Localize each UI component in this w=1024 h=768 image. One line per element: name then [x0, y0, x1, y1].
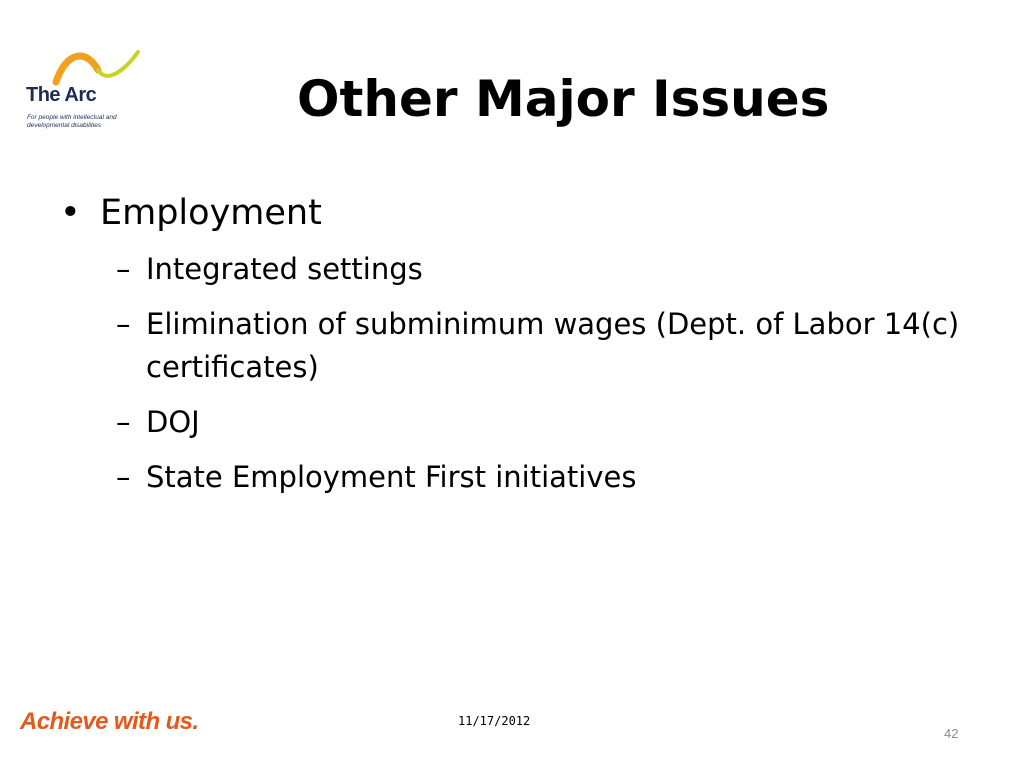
sub-bullet-text: DOJ — [146, 405, 200, 439]
bullet-list — [60, 188, 960, 511]
bullet-employment — [60, 188, 960, 238]
slide-title: Other Major Issues — [297, 70, 830, 128]
dash-marker: – — [116, 405, 131, 439]
sub-bullet-integrated-settings — [60, 248, 960, 291]
dash-marker: – — [116, 460, 131, 494]
sub-bullet-subminimum-wages — [60, 303, 960, 389]
sub-bullet-text: Elimination of subminimum wages (Dept. of Labor 14(c) certificates) — [146, 307, 960, 384]
dash-marker: – — [116, 307, 131, 341]
dash-marker: – — [116, 252, 131, 286]
bullet-text: Employment — [100, 193, 322, 233]
achieve-with-us-slogan: Achieve with us. — [20, 708, 199, 735]
the-arc-logo — [22, 46, 152, 142]
sub-bullet-text: State Employment First initiatives — [146, 460, 637, 494]
logo-tagline: For people with intellectual and developmental disabilities — [27, 114, 117, 129]
sub-bullet-doj — [60, 401, 960, 444]
footer-date: 11/17/2012 — [458, 714, 531, 728]
sub-bullet-list — [60, 248, 960, 499]
arc-swoosh-icon — [52, 46, 142, 86]
sub-bullet-employment-first — [60, 456, 960, 499]
logo-name: The Arc — [26, 84, 97, 106]
bullet-marker: • — [60, 193, 81, 233]
sub-bullet-text: Integrated settings — [146, 252, 423, 286]
slide-number: 42 — [944, 726, 959, 741]
